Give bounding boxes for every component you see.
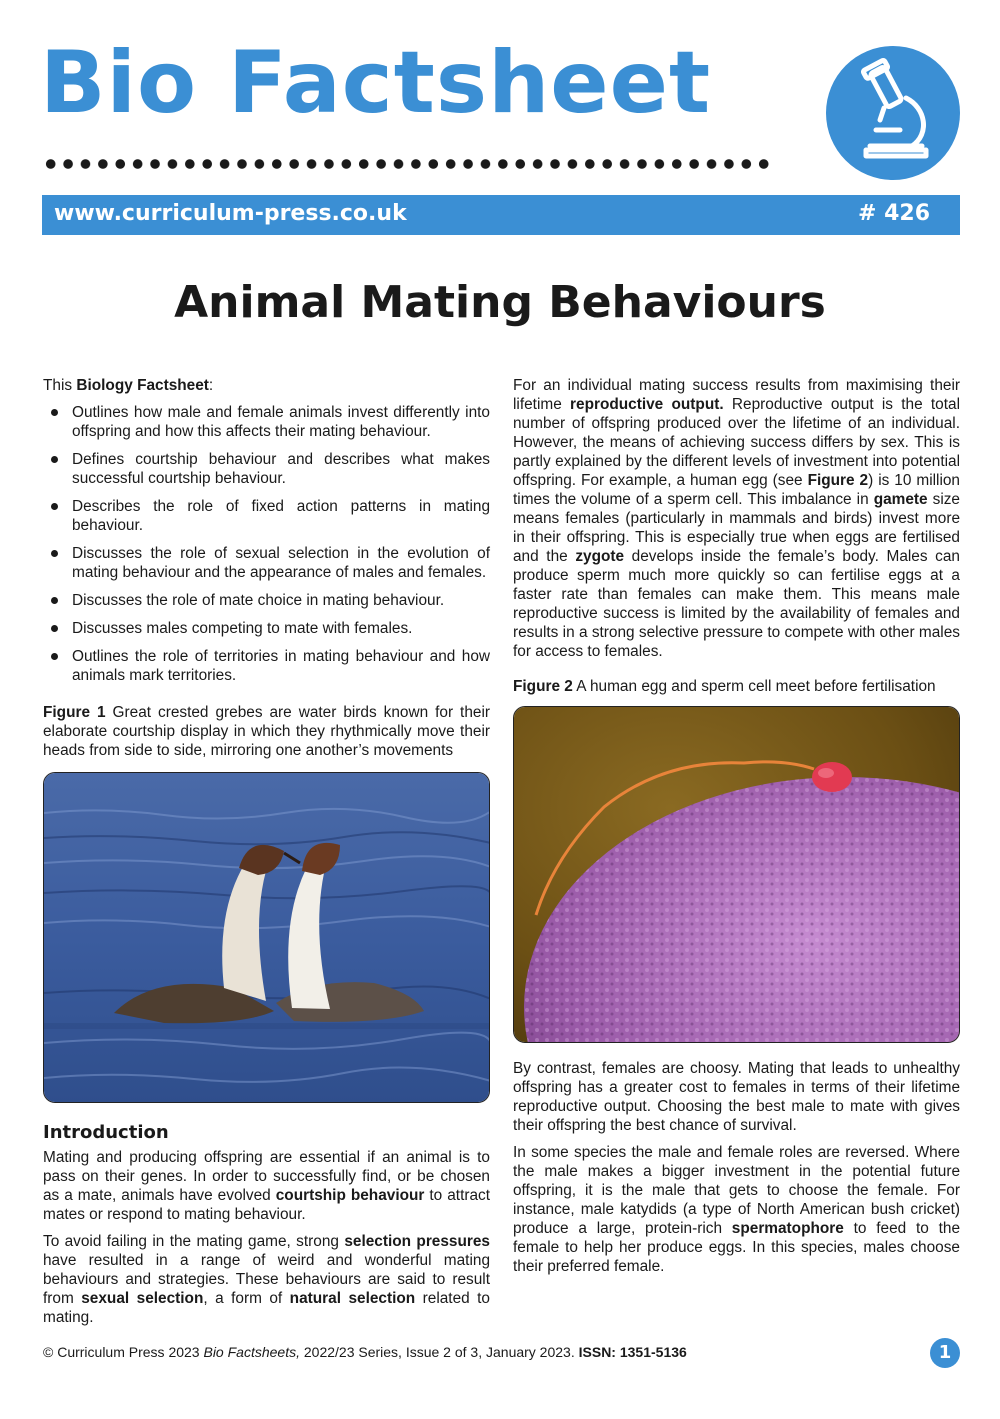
choosy-females-paragraph: By contrast, females are choosy. Mating that leads to unhealthy offspring has a greater cost to females in terms of their lifetime reproductive output. Choosing the best male to mate with gives their offspring the best chance of survival. xyxy=(513,1060,960,1134)
list-item: Outlines how male and female animals invest differently into offspring and how this affects their mating behaviour. xyxy=(43,403,490,441)
role-reversal-paragraph: In some species the male and female roles are reversed. Where the male makes a bigger investment in the potential future offspring, it is the male that gets to choose the female. For instance, male katydids (a type of North American bush cricket) produce a large, protein-rich spermatophore to feed to the female to help her produce eggs. In this species, males choose their preferred female. xyxy=(513,1144,960,1275)
figure2-egg-sperm-image xyxy=(513,706,960,1043)
figure1-caption: Figure 1 Great crested grebes are water birds known for their elaborate courtship display in which they rhythmically move their heads from side to side, mirroring one another’s movements xyxy=(43,704,490,759)
microscope-logo xyxy=(826,46,960,180)
microscope-icon xyxy=(826,46,960,180)
page-number: 1 xyxy=(930,1338,960,1368)
brand-title: Bio Factsheet xyxy=(40,33,712,133)
list-item: Discusses the role of sexual selection in the evolution of mating behaviour and the appearance of males and females. xyxy=(43,544,490,582)
page-title: Animal Mating Behaviours xyxy=(174,277,826,328)
introduction-paragraph-2: To avoid failing in the mating game, strong selection pressures have resulted in a range of weird and wonderful mating behaviours and strategies. These behaviours are said to result from sexual selection, a form of natural selection related to mating. xyxy=(43,1233,490,1326)
reproductive-output-paragraph: For an individual mating success results from maximising their lifetime reproductive output. Reproductive output is the total number of offspring produced over the lifetime of an individual. However, the means of achieving success differs by sex. This is partly explained by the different levels of investment into potential offspring. For example, a human egg (see Figure 2) is 10 million times the volume of a sperm cell. This imbalance in gamete size means females (particularly in mammals and birds) invest more in their offspring. This is especially true when eggs are fertilised and the zygote develops inside the female’s body. Males can produce sperm much more quickly so can fertilise eggs at a faster rate than females can make them. This means male reproductive success is limited by the availability of females and results in a strong selective pressure to compete with other males for access to females. xyxy=(513,377,960,660)
objectives-list xyxy=(43,403,490,685)
footer-copyright: © Curriculum Press 2023 Bio Factsheets, 2022/23 Series, Issue 2 of 3, January 2023. ISSN: 1351-5136 xyxy=(43,1344,687,1360)
left-column xyxy=(43,376,490,1335)
list-item: Defines courtship behaviour and describes what makes successful courtship behaviour. xyxy=(43,450,490,488)
list-item: Discusses males competing to mate with females. xyxy=(43,619,490,638)
issue-number: # 426 xyxy=(857,201,930,226)
introduction-heading: Introduction xyxy=(43,1122,169,1143)
list-item: Outlines the role of territories in mating behaviour and how animals mark territories. xyxy=(43,647,490,685)
list-item: Describes the role of fixed action patterns in mating behaviour. xyxy=(43,497,490,535)
intro-lead: This Biology Factsheet: xyxy=(43,377,214,394)
header-bar xyxy=(42,195,960,235)
right-column xyxy=(513,376,960,1284)
dotted-divider xyxy=(42,157,772,171)
introduction-paragraph-1: Mating and producing offspring are essential if an animal is to pass on their genes. In order to successfully find, or be chosen as a mate, animals have evolved courtship behaviour to attract mates or respond to mating behaviour. xyxy=(43,1149,490,1223)
figure2-caption: Figure 2 A human egg and sperm cell meet before fertilisation xyxy=(513,678,936,695)
website-link[interactable]: www.curriculum-press.co.uk xyxy=(54,201,407,226)
list-item: Discusses the role of mate choice in mating behaviour. xyxy=(43,591,490,610)
figure1-grebes-photo xyxy=(43,772,490,1103)
